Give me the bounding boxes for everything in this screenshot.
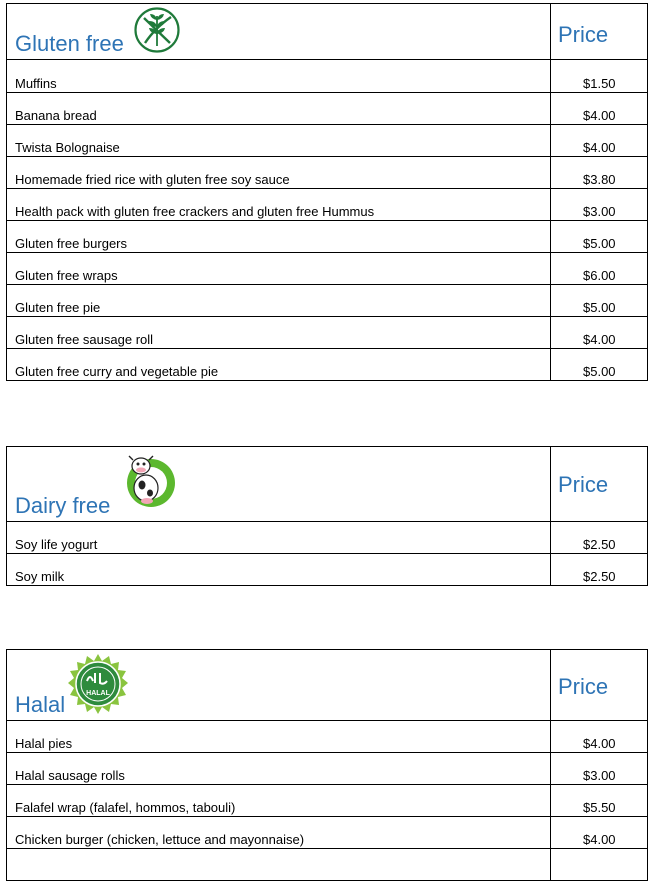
item-name: Gluten free curry and vegetable pie: [15, 364, 219, 379]
gluten-free-table: [6, 3, 648, 381]
price-column-header: Price: [558, 472, 609, 497]
item-name: Banana bread: [15, 108, 97, 123]
item-name: Twista Bolognaise: [15, 140, 120, 155]
item-name: Gluten free wraps: [15, 268, 118, 283]
menu-row: [7, 317, 648, 349]
item-name: Soy milk: [15, 569, 65, 584]
item-name: Halal pies: [15, 736, 73, 751]
item-price: $1.50: [583, 76, 616, 91]
item-name: Chicken burger (chicken, lettuce and mayonnaise): [15, 832, 305, 847]
dairy-free-title-cell: [7, 447, 551, 522]
menu-row: [7, 60, 648, 93]
price-column-header: Price: [558, 674, 609, 699]
item-name: Gluten free sausage roll: [15, 332, 154, 347]
item-price: $4.00: [583, 332, 616, 347]
item-price: $3.80: [583, 172, 616, 187]
halal-badge-text: HALAL: [86, 690, 110, 697]
menu-row: [7, 189, 648, 221]
item-name: Health pack with gluten free crackers and gluten free Hummus: [15, 204, 375, 219]
section-title-halal: Halal: [15, 692, 66, 717]
item-name: Falafel wrap (falafel, hommos, tabouli): [15, 800, 236, 815]
item-name: Gluten free pie: [15, 300, 101, 315]
gluten-free-header-row: [7, 4, 648, 60]
halal-table: [6, 649, 648, 881]
gluten-free-price-header-cell: [551, 4, 648, 60]
menu-row: [7, 522, 648, 554]
menu-row: [7, 349, 648, 381]
item-name: Homemade fried rice with gluten free soy sauce: [15, 172, 290, 187]
item-name: Soy life yogurt: [15, 537, 98, 552]
item-name: Gluten free burgers: [15, 236, 128, 251]
menu-row: [7, 785, 648, 817]
menu-row-empty: [7, 849, 648, 881]
menu-row: [7, 253, 648, 285]
menu-row: [7, 125, 648, 157]
menu-row: [7, 221, 648, 253]
halal-title-cell: [7, 650, 551, 721]
item-name: Muffins: [15, 76, 57, 91]
item-price: $3.00: [583, 204, 616, 219]
item-price: $5.00: [583, 236, 616, 251]
item-name: Halal sausage rolls: [15, 768, 125, 783]
menu-row: [7, 554, 648, 586]
gluten-free-title-cell: [7, 4, 551, 60]
item-price: $4.00: [583, 832, 616, 847]
item-price: $5.00: [583, 300, 616, 315]
menu-row: [7, 721, 648, 753]
menu-row: [7, 93, 648, 125]
halal-header-row: [7, 650, 648, 721]
item-price: $4.00: [583, 736, 616, 751]
menu-row: [7, 753, 648, 785]
dairy-free-cow-icon: [119, 452, 177, 510]
halal-seal-icon: [67, 653, 129, 715]
item-price: $6.00: [583, 268, 616, 283]
item-price: $5.00: [583, 364, 616, 379]
item-price: $4.00: [583, 140, 616, 155]
item-price: $3.00: [583, 768, 616, 783]
menu-row: [7, 817, 648, 849]
section-title-gluten-free: Gluten free: [15, 31, 124, 56]
dairy-free-price-header-cell: [551, 447, 648, 522]
section-title-dairy-free: Dairy free: [15, 493, 111, 518]
item-price: $2.50: [583, 537, 616, 552]
item-price: $4.00: [583, 108, 616, 123]
menu-row: [7, 285, 648, 317]
gluten-free-wheat-icon: [133, 6, 181, 54]
item-price: $5.50: [583, 800, 616, 815]
dairy-free-table: [6, 446, 648, 586]
halal-price-header-cell: [551, 650, 648, 721]
dairy-free-header-row: [7, 447, 648, 522]
price-column-header: Price: [558, 22, 609, 47]
item-price: $2.50: [583, 569, 616, 584]
menu-row: [7, 157, 648, 189]
